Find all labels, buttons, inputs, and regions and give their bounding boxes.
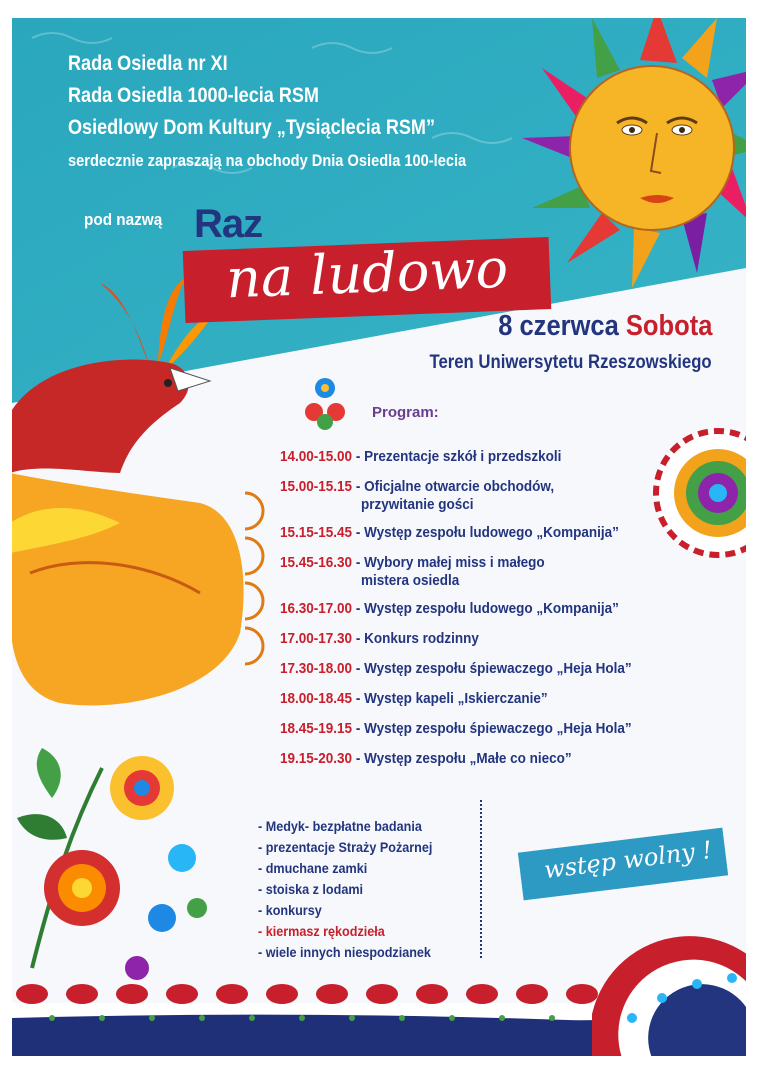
program-row [280, 554, 632, 600]
program-desc: - Występ zespołu ludowego „Kompanija” [355, 524, 619, 541]
extras-item: - konkursy [258, 902, 322, 918]
program-time: 15.45-16.30 [280, 554, 353, 571]
event-date-text: 8 czerwca [497, 310, 619, 342]
program-label: Program: [372, 404, 439, 421]
program-row [280, 600, 632, 630]
fan-ornament [592, 918, 746, 1056]
flowers-illustration [12, 708, 232, 988]
event-date [498, 310, 712, 343]
program-time: 16.30-17.00 [280, 600, 353, 617]
sun-illustration [522, 18, 746, 288]
program-desc: - Oficjalne otwarcie obchodów, [355, 478, 555, 495]
program-row [280, 448, 632, 478]
program-time: 14.00-15.00 [280, 448, 353, 465]
program-time: 15.15-15.45 [280, 524, 353, 541]
program-row [280, 720, 632, 750]
organizer-line-3: Osiedlowy Dom Kultury „Tysiąclecia RSM” [68, 116, 435, 139]
program-desc: - Występ zespołu śpiewaczego „Heja Hola” [355, 660, 632, 677]
program-time: 15.00-15.15 [280, 478, 353, 495]
rooster-illustration [12, 273, 280, 743]
admission-text: wstęp wolny ! [542, 835, 714, 885]
program-desc-cont: mistera osiedla [361, 572, 460, 589]
program-desc: - Występ zespołu „Małe co nieco” [355, 750, 572, 767]
program-time: 19.15-20.30 [280, 750, 353, 767]
program-desc: - Występ zespołu ludowego „Kompanija” [355, 600, 619, 617]
extras-list [258, 818, 452, 965]
program-desc: - Występ kapeli „Iskierczanie” [355, 690, 548, 707]
program-desc: - Wybory małej miss i małego [355, 554, 545, 571]
program-schedule [280, 448, 671, 780]
program-desc: - Prezentacje szkół i przedszkoli [355, 448, 562, 465]
invitation-line: serdecznie zapraszają na obchody Dnia Osiedla 100-lecia [68, 151, 467, 170]
program-row [280, 524, 632, 554]
folk-emblem-icon [300, 374, 350, 434]
program-row [280, 690, 632, 720]
program-time: 18.00-18.45 [280, 690, 353, 707]
extras-item: - stoiska z lodami [258, 881, 364, 897]
organizer-line-2: Rada Osiedla 1000-lecia RSM [68, 84, 319, 107]
extras-item: - dmuchane zamki [258, 860, 368, 876]
program-row [280, 630, 632, 660]
program-desc: - Występ zespołu śpiewaczego „Heja Hola” [355, 720, 632, 737]
title-word-1: Raz [194, 202, 263, 246]
program-time: 17.00-17.30 [280, 630, 353, 647]
event-venue: Teren Uniwersytetu Rzeszowskiego [429, 352, 712, 373]
program-row [280, 478, 632, 524]
dotted-divider [480, 800, 482, 958]
extras-item: - Medyk- bezpłatne badania [258, 818, 422, 834]
extras-item: - kiermasz rękodzieła [258, 923, 385, 939]
program-row [280, 660, 632, 690]
program-desc-cont: przywitanie gości [361, 496, 474, 513]
program-time: 18.45-19.15 [280, 720, 353, 737]
program-desc: - Konkurs rodzinny [355, 630, 479, 647]
program-time: 17.30-18.00 [280, 660, 353, 677]
title-prefix: pod nazwą [84, 210, 163, 229]
poster [12, 18, 746, 1056]
extras-item: - wiele innych niespodzianek [258, 944, 431, 960]
program-row [280, 750, 632, 780]
organizer-line-1: Rada Osiedla nr XI [68, 52, 228, 75]
event-day: Sobota [625, 310, 712, 342]
title-word-2: na ludowo [224, 236, 510, 311]
extras-item: - prezentacje Straży Pożarnej [258, 839, 433, 855]
